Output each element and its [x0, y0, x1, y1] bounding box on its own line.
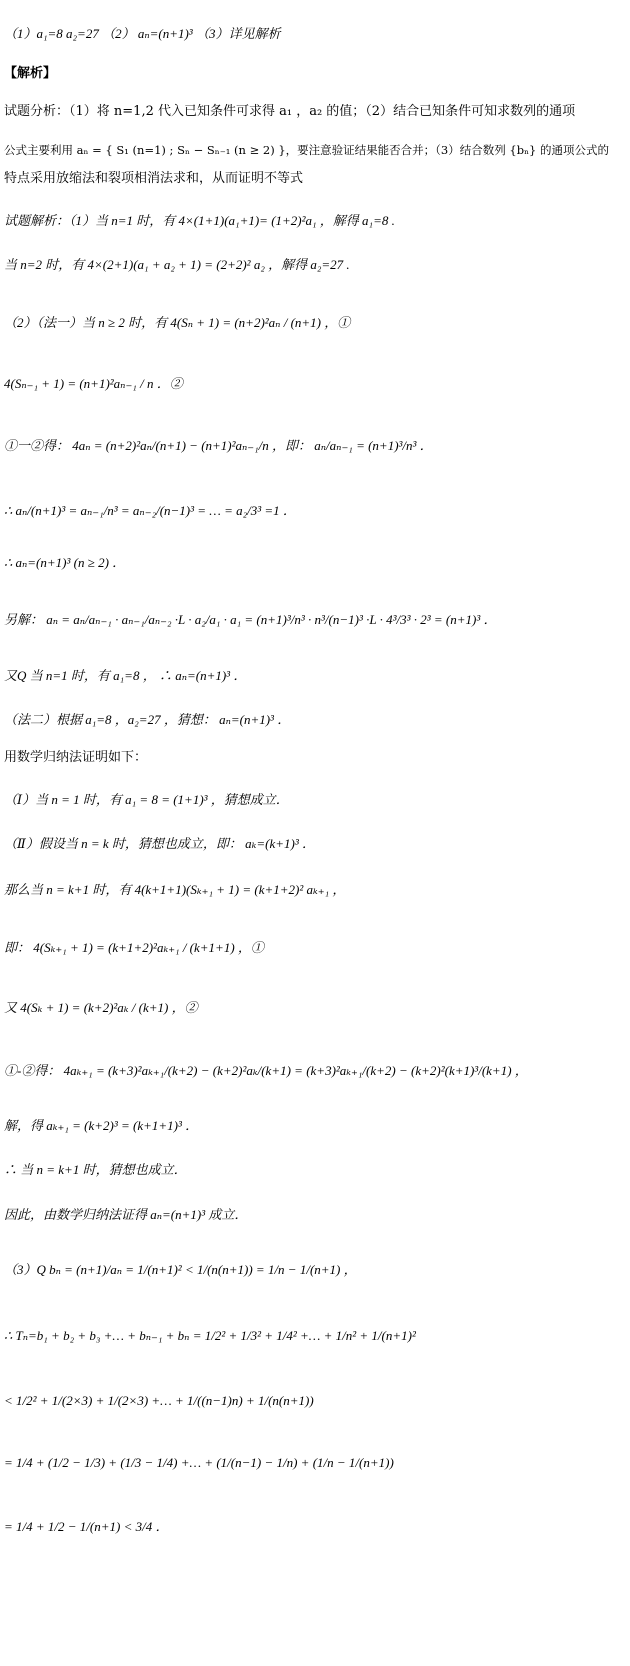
induction-conclusion: 因此，由数学归纳法证得 aₙ=(n+1)³ 成立． — [4, 1207, 248, 1222]
analysis-line-3: 特点采用放缩法和裂项相消法求和，从而证明不等式 — [4, 171, 304, 186]
alt-solution: 另解： aₙ = aₙ/aₙ₋₁ · aₙ₋₁/aₙ₋₂ ·L · a₂/a₁ · a₁ = (n+1)³/n³ · n³/(n−1)³ ·L · 4³/3³ · 2³ = (n+1)³ ． — [4, 612, 497, 627]
analysis-line-1: 试题分析：（1）将 n=1,2 代入已知条件可求得 a₁ ，a₂ 的值；（2）结合已知条件可知求数列的通项 — [4, 104, 576, 119]
part3-telescope: = 1/4 + (1/2 − 1/3) + (1/3 − 1/4) +… + (1/(n−1) − 1/n) + (1/n − 1/(n+1)) — [4, 1455, 394, 1470]
induction-subtract: ①-②得： 4aₖ₊₁ = (k+3)²aₖ₊₁/(k+2) − (k+2)²aₖ/(k+1) = (k+3)²aₖ₊₁/(k+2) − (k+2)²(k+1)³/(k+1) ， — [4, 1063, 528, 1078]
induction-step-1: 那么当 n = k+1 时，有 4(k+1+1)(Sₖ₊₁ + 1) = (k+1+2)² aₖ₊₁ ， — [4, 882, 346, 897]
part3-bn: （3）Q bₙ = (n+1)/aₙ = 1/(n+1)² < 1/(n(n+1)) = 1/n − 1/(n+1) ， — [4, 1262, 357, 1277]
induction-hypothesis: （Ⅱ）假设当 n = k 时，猜想也成立，即： aₖ=(k+1)³ ． — [4, 836, 315, 851]
section-header-analysis: 【解析】 — [4, 66, 57, 81]
solution-step-2: 当 n=2 时，有 4×(2+1)(a₁ + a₂ + 1) = (2+2)² a₂ ，解得 a₂=27 . — [4, 257, 350, 272]
part3-tn: ∴ Tₙ=b₁ + b₂ + b₃ +… + bₙ₋₁ + bₙ = 1/2² + 1/3² + 1/4² +… + 1/n² + 1/(n+1)² — [4, 1328, 416, 1343]
induction-holds: ∴ 当 n = k+1 时，猜想也成立． — [4, 1162, 187, 1177]
alt-conclusion: 又Q 当 n=1 时，有 a₁=8 ， ∴ aₙ=(n+1)³ ． — [4, 668, 247, 683]
induction-base: （Ⅰ）当 n = 1 时，有 a₁ = 8 = (1+1)³ ，猜想成立． — [4, 792, 289, 807]
method1-eq1: （2）（法一）当 n ≥ 2 时，有 4(Sₙ + 1) = (n+2)²aₙ / (n+1) ，① — [4, 315, 351, 330]
method1-eq2: 4(Sₙ₋₁ + 1) = (n+1)²aₙ₋₁ / n ．② — [4, 376, 183, 391]
method2-guess: （法二）根据 a₁=8 ，a₂=27 ，猜想： aₙ=(n+1)³ ． — [4, 712, 291, 727]
method1-chain: ∴ aₙ/(n+1)³ = aₙ₋₁/n³ = aₙ₋₂/(n−1)³ = … = a₂/3³ =1 ． — [4, 503, 296, 518]
part3-bound: < 1/2² + 1/(2×3) + 1/(2×3) +… + 1/((n−1)n) + 1/(n(n+1)) — [4, 1393, 314, 1408]
analysis-line-2: 公式主要利用 aₙ = { S₁ (n=1) ; Sₙ − Sₙ₋₁ (n ≥ 2) }，要注意验证结果能否合并；（3）结合数列 {bₙ} 的通项公式的 — [4, 143, 610, 157]
induction-step-2: 即： 4(Sₖ₊₁ + 1) = (k+1+2)²aₖ₊₁ / (k+1+1) ，① — [4, 940, 264, 955]
induction-intro: 用数学归纳法证明如下： — [4, 750, 148, 765]
method1-subtract: ①一②得： 4aₙ = (n+2)²aₙ/(n+1) − (n+1)²aₙ₋₁/n ，即： aₙ/aₙ₋₁ = (n+1)³/n³ ． — [4, 438, 433, 453]
method1-result: ∴ aₙ=(n+1)³ (n ≥ 2) ． — [4, 555, 126, 570]
answer-summary: （1）a₁=8 a₂=27 （2） aₙ=(n+1)³ （3）详见解析 — [4, 26, 281, 41]
solution-step-1: 试题解析：（1）当 n=1 时，有 4×(1+1)(a₁+1)= (1+2)²a₁ ，解得 a₁=8 . — [4, 213, 395, 228]
part3-result: = 1/4 + 1/2 − 1/(n+1) < 3/4 ． — [4, 1519, 169, 1534]
induction-step-3: 又 4(Sₖ + 1) = (k+2)²aₖ / (k+1) ，② — [4, 1000, 198, 1015]
induction-solve: 解，得 aₖ₊₁ = (k+2)³ = (k+1+1)³ ． — [4, 1118, 199, 1133]
